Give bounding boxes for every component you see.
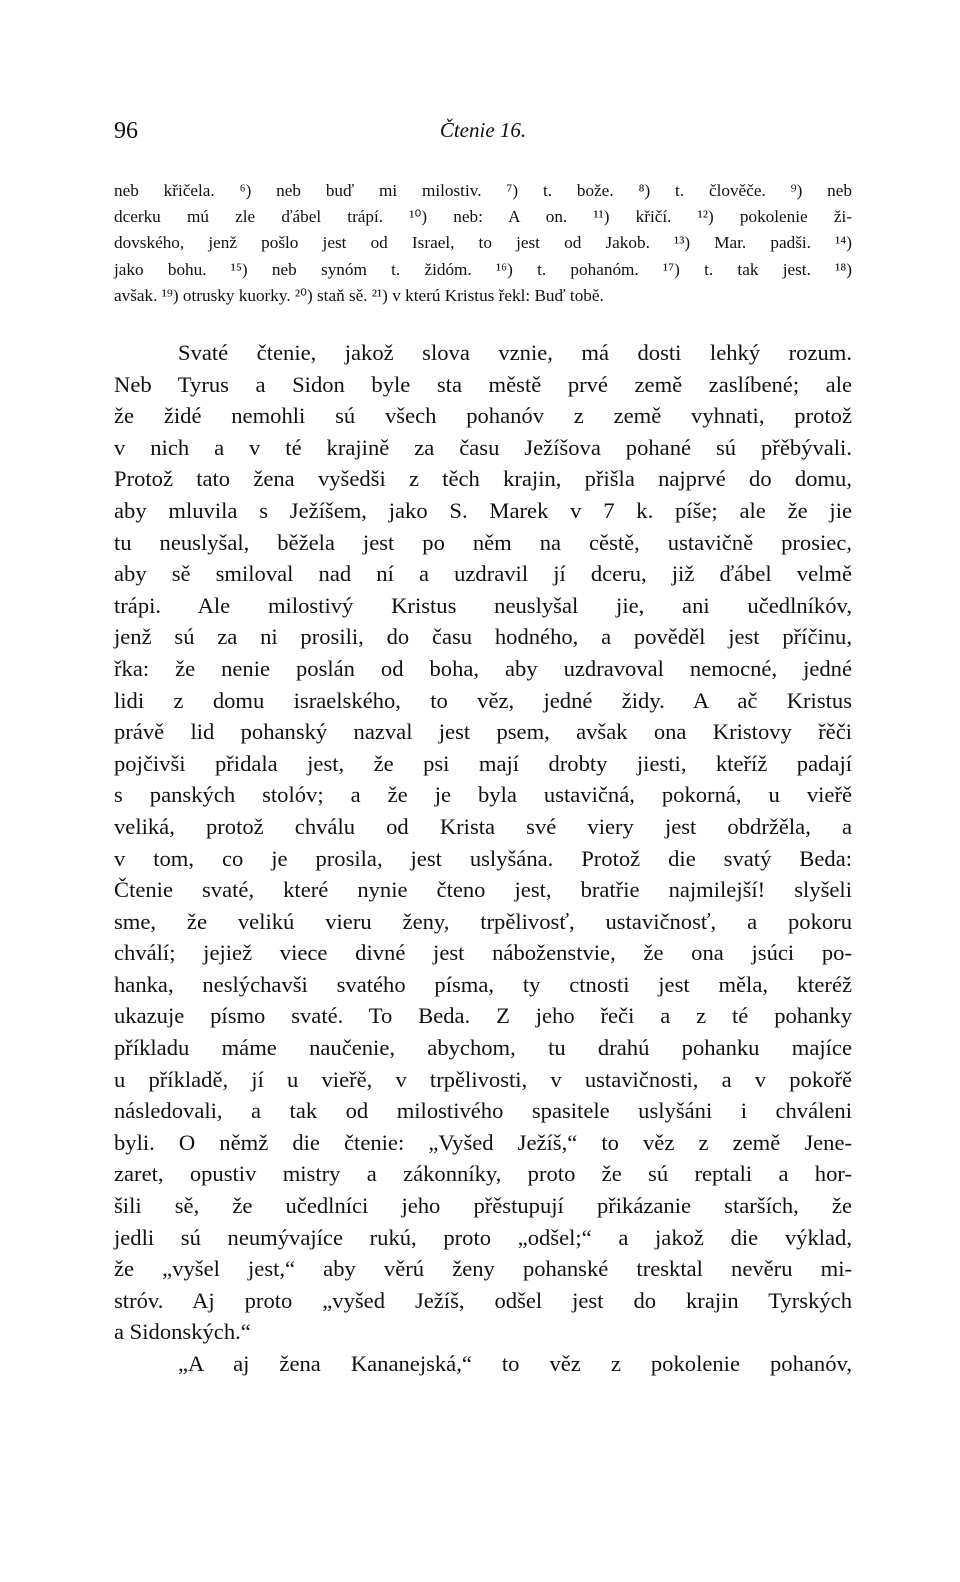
footnotes-block [114,178,852,309]
text-line: v tom, co je prosila, jest uslyšána. Protož die svatý Beda: [114,845,852,871]
text-line: že židé nemohli sú všech pohanóv z země vyhnati, protož [114,403,852,429]
paragraph-first-line: Svaté čtenie, jakož slova vznie, má dosti lehký rozum. [178,340,852,365]
text-line: s panských stolóv; a že je byla ustavičná, pokorná, u vieřě [114,782,852,808]
text-line: stróv. Aj proto „vyšed Ježíš, odšel jest do krajin Tyrských [114,1287,852,1313]
text-line: právě lid pohanský nazval jest psem, avšak ona Kristovy řěči [114,719,852,745]
text-line: jedli sú neumývajíce rukú, proto „odšel;“ a jakož die výklad, [114,1224,852,1250]
text-line: Čtenie svaté, které nynie čteno jest, bratřie najmilejší! slyšeli [114,877,852,903]
footnote-line: avšak. ¹⁹) otrusky kuorky. ²⁰) staň sě. ²¹) v kterú Kristus řekl: Buď tobě. [114,285,604,305]
text-line: ukazuje písmo svaté. To Beda. Z jeho řeči a z té pohanky [114,1003,852,1029]
footnote-line: jako bohu. ¹⁵) neb synóm t. židóm. ¹⁶) t. pohanóm. ¹⁷) t. tak jest. ¹⁸) [114,259,852,279]
text-line: aby mluvila s Ježíšem, jako S. Marek v 7 k. píše; ale že jie [114,497,852,523]
text-line: Neb Tyrus a Sidon byle sta městě prvé země zaslíbené; ale [114,371,852,397]
text-line: byli. O němž die čtenie: „Vyšed Ježíš,“ to věz z země Jene- [114,1129,852,1155]
text-line: pojčivši přidala jest, že psi mají drobty jiesti, kteříž padají [114,750,852,776]
text-line: aby sě smiloval nad ní a uzdravil jí dceru, již ďábel velmě [114,561,852,587]
text-line: tu neuslyšal, běžela jest po něm na cěstě, ustavičně prosiec, [114,529,852,555]
text-line: šili sě, že učedlníci jeho přěstupují přikázanie starších, že [114,1193,852,1219]
running-head: Čtenie 16. [439,118,527,142]
footnote-line: dovského, jenž pošlo jest od Israel, to jest od Jakob. ¹³) Mar. padši. ¹⁴) [114,233,852,253]
paragraph-first-line: „A aj žena Kananejská,“ to věz z pokolenie pohanóv, [178,1351,852,1376]
page-header [114,118,852,154]
text-line: u příkladě, jí u vieřě, v trpělivosti, v ustavičnosti, a v pokořě [114,1066,852,1092]
text-line: trápi. Ale milostivý Kristus neuslyšal jie, ani učedlníkóv, [114,592,852,618]
text-line: v nich a v té krajině za času Ježíšova pohané sú přěbývali. [114,434,852,460]
text-line: hanka, neslýchavši svatého písma, ty ctnosti jest měla, kteréž [114,971,852,997]
text-line: zaret, opustiv mistry a zákonníky, proto že sú reptali a hor- [114,1161,852,1187]
text-line: lidi z domu israelského, to věz, jedné židy. A ač Kristus [114,687,852,713]
text-line: že „vyšel jest,“ aby věrú ženy pohanské tresktal nevěru mi- [114,1256,852,1282]
text-line: následovali, a tak od milostivého spasitele uslyšáni i chváleni [114,1098,852,1124]
main-text [114,337,852,1380]
text-line: sme, že velikú vieru ženy, trpělivosť, ustavičnosť, a pokoru [114,908,852,934]
footnote-line: dcerku mú zle ďábel trápí. ¹⁰) neb: A on. ¹¹) křičí. ¹²) pokolenie ži- [114,207,852,227]
text-line: řka: že nenie poslán od boha, aby uzdravoval nemocné, jedné [114,655,852,681]
page-number: 96 [114,118,138,144]
text-line: veliká, protož chválu od Krista své viery jest obdržěla, a [114,813,852,839]
paragraph-last-line: a Sidonských.“ [114,1319,251,1345]
text-line: chválí; jejiež viece divné jest náboženstvie, že ona jsúci po- [114,940,852,966]
text-line: jenž sú za ni prosili, do času hodného, a pověděl jest příčinu, [114,624,852,650]
text-line: příkladu máme naučenie, abychom, tu drahú pohanku majíce [114,1035,852,1061]
footnote-line: neb křičela. ⁶) neb buď mi milostiv. ⁷) t. bože. ⁸) t. člověče. ⁹) neb [114,181,852,200]
text-line: Protož tato žena vyšedši z těch krajin, přišla najprvé do domu, [114,466,852,492]
